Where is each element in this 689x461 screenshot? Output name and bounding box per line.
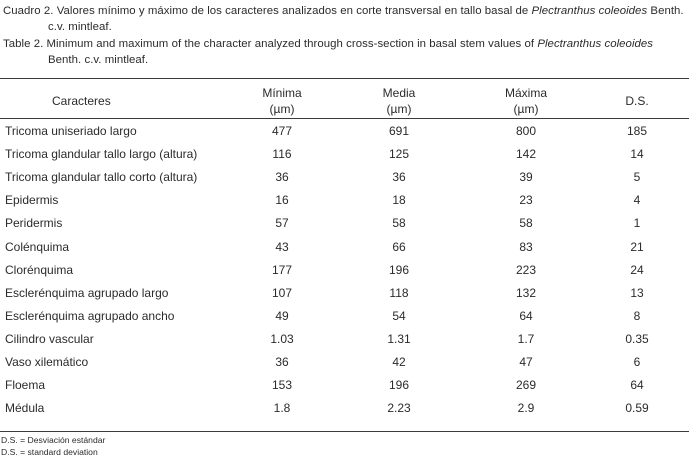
row-mean: 1.31 xyxy=(387,331,411,346)
footnote-en: D.S. = standard deviation xyxy=(1,447,98,457)
table-row xyxy=(0,143,689,166)
row-sd: 14 xyxy=(630,147,644,162)
table-header-rule xyxy=(0,118,689,119)
table-row xyxy=(0,236,689,259)
row-max: 142 xyxy=(515,147,537,162)
row-character: Vaso xilemático xyxy=(5,355,89,369)
row-min: 36 xyxy=(275,355,289,369)
row-character: Cilindro vascular xyxy=(5,331,94,346)
row-max: 1.7 xyxy=(517,331,535,346)
header-max: Máxima (µm) xyxy=(504,86,547,116)
table-row xyxy=(0,120,689,143)
table-row xyxy=(0,351,689,374)
table-row xyxy=(0,374,689,397)
row-min: 1.03 xyxy=(270,331,294,346)
table-row xyxy=(0,282,689,305)
row-mean: 196 xyxy=(388,378,410,393)
header-characters: Caracteres xyxy=(52,94,111,108)
row-mean: 196 xyxy=(388,262,410,277)
row-min: 107 xyxy=(271,285,293,300)
row-sd: 0.59 xyxy=(625,401,649,416)
row-character: Tricoma glandular tallo largo (altura) xyxy=(5,147,198,162)
row-character: Tricoma uniseriado largo xyxy=(5,124,137,138)
table-row xyxy=(0,328,689,351)
row-sd: 21 xyxy=(630,239,644,254)
footnote-es: D.S. = Desviación estándar xyxy=(1,435,106,445)
row-character: Epidermis xyxy=(5,193,59,208)
table-top-rule xyxy=(0,78,689,79)
table-row xyxy=(0,259,689,282)
row-max: 269 xyxy=(515,378,537,393)
row-min: 177 xyxy=(271,262,293,277)
row-mean: 58 xyxy=(392,216,406,231)
row-character: Tricoma glandular tallo corto (altura) xyxy=(5,170,198,185)
species-name-es: Plectranthus coleoides xyxy=(531,5,648,17)
row-min: 153 xyxy=(271,378,293,393)
table-bottom-rule xyxy=(0,431,689,432)
row-sd: 5 xyxy=(633,170,641,185)
row-character: Esclerénquima agrupado largo xyxy=(5,285,169,300)
row-sd: 1 xyxy=(633,216,641,231)
row-mean: 125 xyxy=(388,147,410,162)
row-max: 58 xyxy=(519,216,533,231)
header-mean: Media (µm) xyxy=(382,86,416,116)
row-max: 132 xyxy=(515,285,537,300)
table-row xyxy=(0,212,689,235)
row-character: Colénquima xyxy=(5,239,70,254)
row-min: 477 xyxy=(271,124,293,138)
row-max: 223 xyxy=(515,262,537,277)
row-min: 43 xyxy=(275,239,289,254)
row-max: 800 xyxy=(515,124,537,138)
row-min: 49 xyxy=(275,308,289,323)
row-sd: 6 xyxy=(633,355,641,369)
row-mean: 118 xyxy=(389,285,409,300)
row-max: 83 xyxy=(519,239,533,254)
table-row xyxy=(0,189,689,212)
row-character: Floema xyxy=(5,378,46,393)
row-mean: 691 xyxy=(388,124,410,138)
row-sd: 4 xyxy=(633,193,641,208)
row-max: 39 xyxy=(519,170,533,185)
row-character: Médula xyxy=(5,401,45,416)
row-max: 23 xyxy=(519,193,533,208)
caption-es-line2: c.v. mintleaf. xyxy=(48,21,112,33)
row-mean: 66 xyxy=(392,239,406,254)
row-sd: 24 xyxy=(630,262,644,277)
row-mean: 54 xyxy=(392,308,406,323)
row-sd: 0.35 xyxy=(625,331,649,346)
row-character: Clorénquima xyxy=(5,262,74,277)
species-name-en: Plectranthus coleoides xyxy=(537,38,654,50)
row-min: 1.8 xyxy=(273,401,291,416)
row-mean: 2.23 xyxy=(387,401,411,416)
row-sd: 8 xyxy=(633,308,641,323)
table-row xyxy=(0,305,689,328)
caption-en-line1: Table 2. Minimum and maximum of the character analyzed through cross-section in basal stem values of Plectranthus coleoides xyxy=(3,38,654,50)
row-min: 16 xyxy=(275,193,289,208)
header-sd: D.S. xyxy=(625,94,649,108)
row-min: 116 xyxy=(272,147,292,162)
row-character: Peridermis xyxy=(5,216,63,231)
row-character: Esclerénquima agrupado ancho xyxy=(5,308,175,323)
row-min: 36 xyxy=(275,170,289,185)
row-min: 57 xyxy=(275,216,289,231)
row-max: 64 xyxy=(519,308,533,323)
row-sd: 13 xyxy=(630,285,644,300)
caption-es-line1: Cuadro 2. Valores mínimo y máximo de los caracteres analizados en corte transversal en tallo basal de Plectranthus coleoides Benth. xyxy=(3,5,684,17)
row-sd: 185 xyxy=(626,124,648,138)
row-max: 47 xyxy=(519,355,533,369)
caption-en-line2: Benth. c.v. mintleaf. xyxy=(48,54,149,66)
header-min: Mínima (µm) xyxy=(262,86,302,116)
row-mean: 42 xyxy=(392,355,406,369)
row-mean: 18 xyxy=(392,193,406,208)
row-mean: 36 xyxy=(392,170,406,185)
table-row xyxy=(0,397,689,420)
row-max: 2.9 xyxy=(517,401,535,416)
table-row xyxy=(0,166,689,189)
row-sd: 64 xyxy=(630,378,644,393)
